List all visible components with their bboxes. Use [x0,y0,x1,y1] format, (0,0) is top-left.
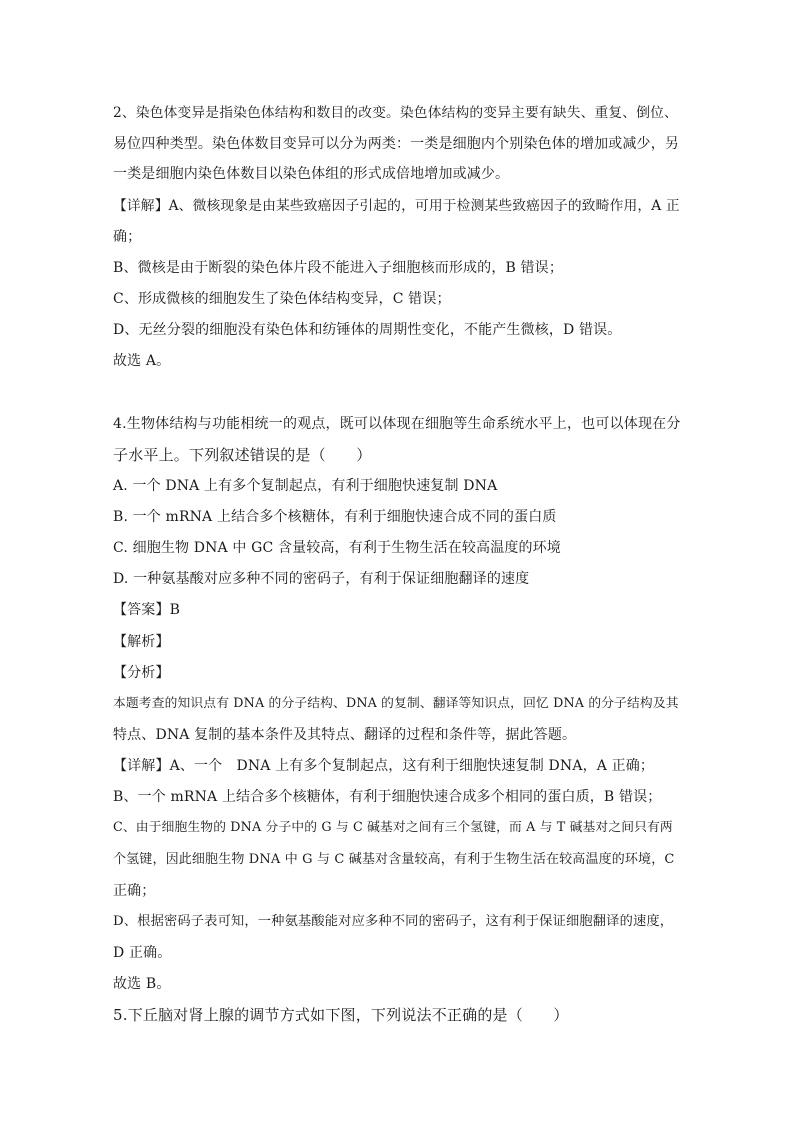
text-line: 易位四种类型。染色体数目变异可以分为两类：一类是细胞内个别染色体的增加或减少，另 [113,136,679,152]
text-line: 确； [113,229,142,245]
question-stem-line: 5.下丘脑对肾上腺的调节方式如下图，下列说法不正确的是（ ） [113,1006,569,1024]
analysis-heading: 【解析】 [113,634,170,650]
question-stem-line: 4.生物体结构与功能相统一的观点，既可以体现在细胞等生命系统水平上，也可以体现在分 [113,416,681,432]
answer-label: 【答案】B [113,602,181,618]
text-line: D 正确。 [113,945,172,961]
text-line: 故选 B。 [113,976,171,992]
text-line: B、微核是由于断裂的染色体片段不能进入子细胞核而形成的，B 错误； [113,260,563,276]
option-a: A. 一个 DNA 上有多个复制起点，有利于细胞快速复制 DNA [113,478,498,494]
text-line: B、一个 mRNA 上结合多个核糖体，有利于细胞快速合成多个相同的蛋白质，B 错误； [113,789,662,805]
text-line: 故选 A。 [113,353,171,369]
text-line: 【详解】A、一个 DNA 上有多个复制起点，这有利于细胞快速复制 DNA，A 正确； [113,758,655,774]
option-c: C. 细胞生物 DNA 中 GC 含量较高，有利于生物生活在较高温度的环境 [113,540,561,556]
option-d: D. 一种氨基酸对应多种不同的密码子，有利于保证细胞翻译的速度 [113,571,530,587]
option-b: B. 一个 mRNA 上结合多个核糖体，有利于细胞快速合成不同的蛋白质 [113,509,557,525]
text-line: 正确； [113,883,156,899]
text-line: D、根据密码子表可知，一种氨基酸能对应多种不同的密码子，这有利于保证细胞翻译的速度， [113,914,674,929]
text-line: C、形成微核的细胞发生了染色体结构变异，C 错误； [113,291,451,307]
text-line: D、无丝分裂的细胞没有染色体和纺锤体的周期性变化，不能产生微核，D 错误。 [113,322,622,338]
text-line: 个氢键，因此细胞生物 DNA 中 G 与 C 碱基对含量较高，有利于生物生活在较高温度的环境，C [113,852,675,867]
text-line: 2、染色体变异是指染色体结构和数目的改变。染色体结构的变异主要有缺失、重复、倒位、 [113,105,678,121]
text-line: 一类是细胞内染色体数目以染色体组的形式成倍地增加或减少。 [113,166,510,182]
text-line: 本题考查的知识点有 DNA 的分子结构、DNA 的复制、翻译等知识点，回忆 DNA 的分子结构及其 [113,696,679,711]
text-line: 特点、DNA 复制的基本条件及其特点、翻译的过程和条件等，据此答题。 [113,727,577,743]
text-line: 【详解】A、微核现象是由某些致癌因子引起的，可用于检测某些致癌因子的致畸作用，A 正 [113,198,680,214]
question-stem-line: 子水平上。下列叙述错误的是（ ） [113,446,372,464]
text-line: C、由于细胞生物的 DNA 分子中的 G 与 C 碱基对之间有三个氢键，而 A 与 T 碱基对之间只有两 [113,820,673,835]
analysis-subheading: 【分析】 [113,665,170,681]
